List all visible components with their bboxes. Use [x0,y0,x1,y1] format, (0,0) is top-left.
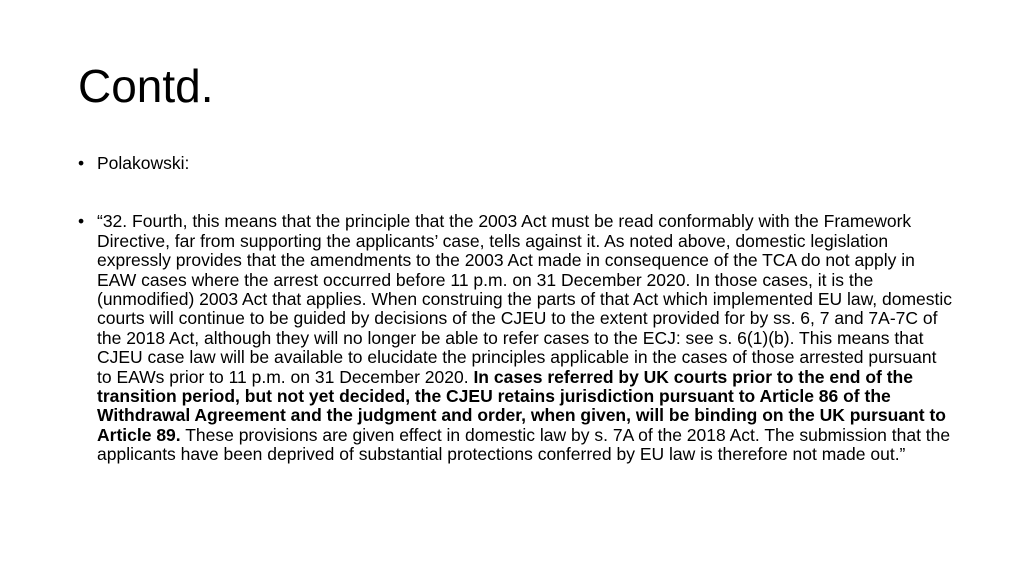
bullet-item-quotation [78,212,954,464]
bullet-list [78,154,954,465]
quotation-text-part-2: These provisions are given effect in domestic law by s. 7A of the 2018 Act. The submission that the applicants have been deprived of substantial protections conferred by EU law is therefore not made out.” [97,424,951,465]
quotation-text-part-1: “32. Fourth, this means that the principle that the 2003 Act must be read conformably with the Framework Directive, far from supporting the applicants’ case, tells against it. As noted above, domestic legislation expressly provides that the amendments to the 2003 Act made in consequence of the TCA do not apply in EAW cases where the arrest occurred before 11 p.m. on 31 December 2020. In those cases, it is the (unmodified) 2003 Act that applies. When construing the parts of that Act which implemented EU law, domestic courts will continue to be guided by decisions of the CJEU to the extent provided for by ss. 6, 7 and 7A-7C of the 2018 Act, although they will no longer be able to refer cases to the ECJ: see s. 6(1)(b). This means that CJEU case law will be available to elucidate the principles applicable in the cases of those arrested pursuant to EAWs prior to 11 p.m. on 31 December 2020. [97,211,953,387]
bullet-point: • [78,153,85,173]
bullet-point: • [78,211,85,232]
case-name-text: Polakowski: [97,153,190,173]
bullet-item-case-name [78,154,954,173]
quotation-bold-text: In cases referred by UK courts prior to the end of the transition period, but not yet decided, the CJEU retains jurisdiction pursuant to Article 86 of the Withdrawal Agreement and the judgment and order, when given, will be binding on the UK pursuant to Article 89. [97,366,946,445]
slide-title: Contd. [78,60,214,112]
